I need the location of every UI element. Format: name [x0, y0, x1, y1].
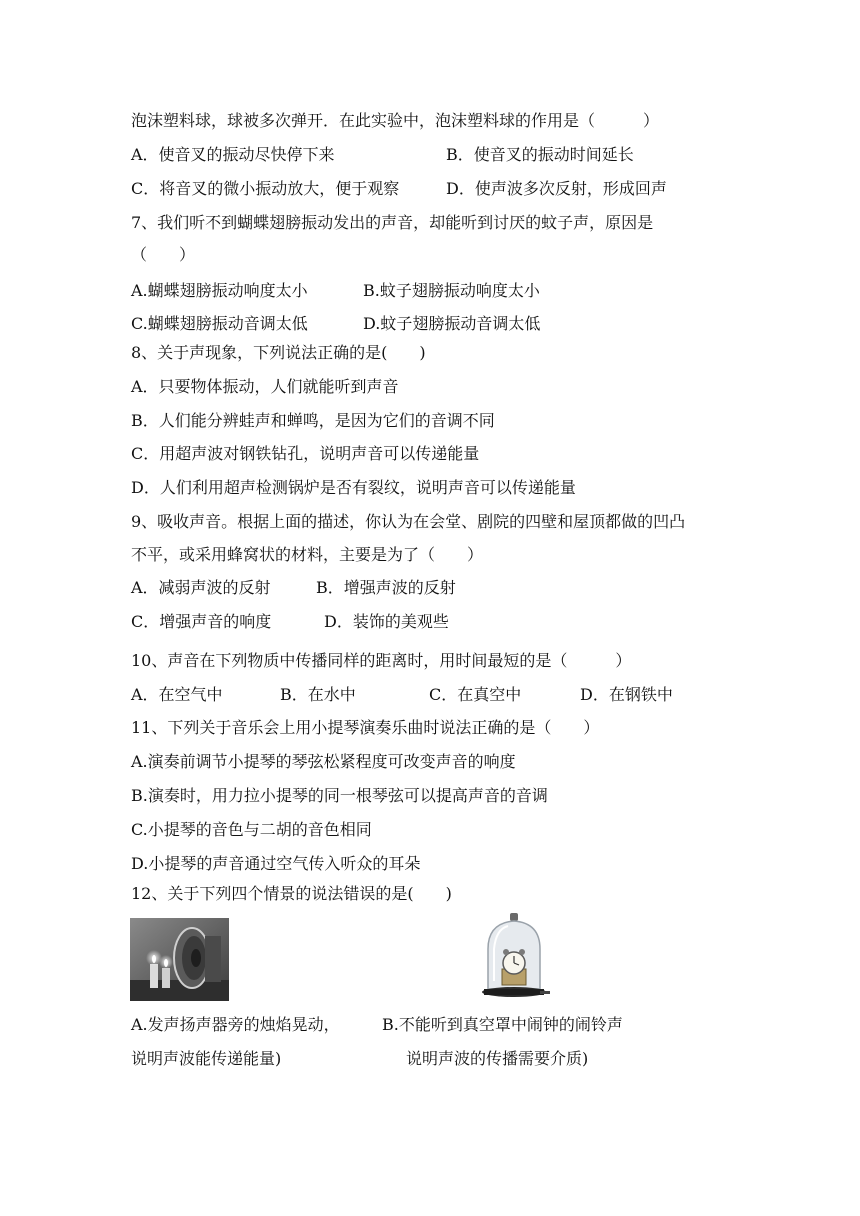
- q7-option-c: C.蝴蝶翅膀振动音调太低: [131, 314, 308, 333]
- q7-answer-blank: （ ）: [131, 245, 196, 264]
- q11-option-c: C.小提琴的音色与二胡的音色相同: [131, 820, 372, 839]
- q8-option-c: C．用超声波对钢铁钻孔，说明声音可以传递能量: [131, 444, 480, 463]
- q8-option-d: D．人们利用超声检测锅炉是否有裂纹，说明声音可以传递能量: [131, 478, 576, 497]
- q10-stem: 10、声音在下列物质中传播同样的距离时，用时间最短的是（ ）: [131, 651, 632, 670]
- q10-option-a: A．在空气中: [131, 685, 223, 704]
- bell-jar-clock-photo: [478, 911, 550, 1003]
- q12-option-b-line1: B.不能听到真空罩中闹钟的闹铃声: [382, 1015, 623, 1034]
- q11-option-a: A.演奏前调节小提琴的琴弦松紧程度可改变声音的响度: [131, 752, 516, 771]
- q12-stem: 12、关于下列四个情景的说法错误的是( ): [131, 884, 452, 903]
- q11-stem: 11、下列关于音乐会上用小提琴演奏乐曲时说法正确的是（ ）: [131, 718, 600, 737]
- speaker-candle-photo: [130, 918, 229, 1001]
- q7-option-a: A.蝴蝶翅膀振动响度太小: [131, 281, 308, 300]
- q6-option-d: D．使声波多次反射，形成回声: [446, 179, 667, 198]
- q6-option-b: B．使音叉的振动时间延长: [446, 145, 634, 164]
- q6-stem-continued: 泡沫塑料球，球被多次弹开．在此实验中，泡沫塑料球的作用是（ ）: [131, 111, 660, 130]
- q9-stem: 9、吸收声音。根据上面的描述，你认为在会堂、剧院的四壁和屋顶都做的凹凸: [131, 512, 686, 531]
- q12-option-a-line2: 说明声波能传递能量): [131, 1049, 282, 1068]
- q10-option-b: B．在水中: [280, 685, 356, 704]
- q8-option-a: A．只要物体振动，人们就能听到声音: [131, 377, 399, 396]
- q7-option-d: D.蚊子翅膀振动音调太低: [363, 314, 541, 333]
- q9-option-b: B．增强声波的反射: [316, 578, 456, 597]
- q10-option-c: C．在真空中: [429, 685, 522, 704]
- q7-stem: 7、我们听不到蝴蝶翅膀振动发出的声音，却能听到讨厌的蚊子声，原因是: [131, 213, 654, 232]
- q9-stem-continued: 不平，或采用蜂窝状的材料，主要是为了（ ）: [131, 545, 484, 564]
- q9-option-c: C．增强声音的响度: [131, 612, 272, 631]
- q12-option-b-line2: 说明声波的传播需要介质): [406, 1049, 589, 1068]
- q12-option-a-line1: A.发声扬声器旁的烛焰晃动，: [131, 1015, 340, 1034]
- q9-option-a: A．减弱声波的反射: [131, 578, 271, 597]
- q10-option-d: D．在钢铁中: [580, 685, 673, 704]
- q11-option-b: B.演奏时，用力拉小提琴的同一根琴弦可以提高声音的音调: [131, 786, 548, 805]
- q11-option-d: D.小提琴的声音通过空气传入听众的耳朵: [131, 854, 421, 873]
- q8-option-b: B．人们能分辨蛙声和蝉鸣，是因为它们的音调不同: [131, 411, 495, 430]
- q7-option-b: B.蚊子翅膀振动响度太小: [363, 281, 540, 300]
- q8-stem: 8、关于声现象，下列说法正确的是( ): [131, 343, 426, 362]
- q6-option-a: A．使音叉的振动尽快停下来: [131, 145, 335, 164]
- q6-option-c: C．将音叉的微小振动放大，便于观察: [131, 179, 400, 198]
- q9-option-d: D．装饰的美观些: [324, 612, 449, 631]
